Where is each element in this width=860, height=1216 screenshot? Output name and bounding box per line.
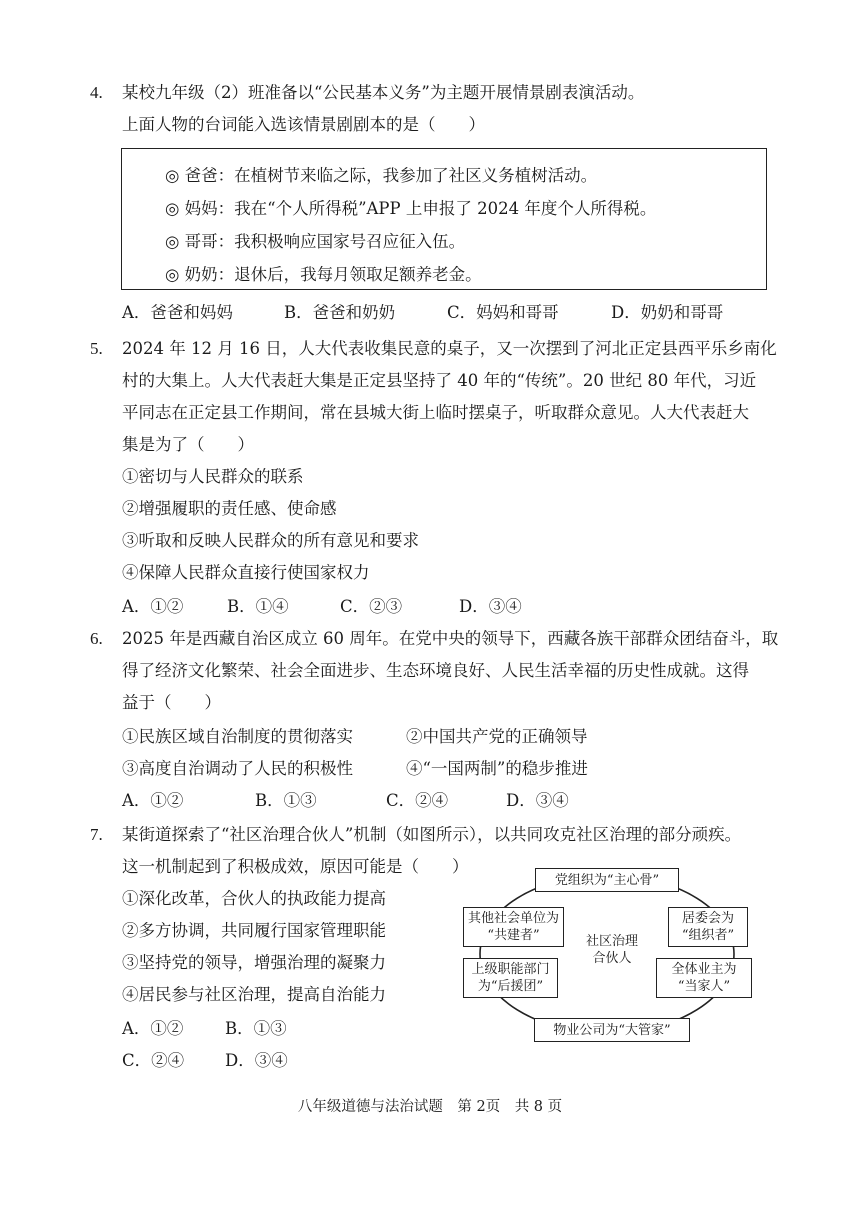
q7-stem-line1: 某街道探索了“社区治理合伙人”机制（如图所示），以共同攻克社区治理的部分顽疾。 bbox=[122, 825, 742, 844]
q6-statement-4: ④“一国两制”的稳步推进 bbox=[406, 759, 588, 778]
q6-option-c: C．②④ bbox=[386, 791, 449, 810]
q4-stem-line1: 某校九年级（2）班准备以“公民基本义务”为主题开展情景剧表演活动。 bbox=[122, 83, 645, 102]
q5-stem-line1: 2024 年 12 月 16 日，人大代表收集民意的桌子，又一次摆到了河北正定县西平乐乡南化 bbox=[122, 339, 777, 358]
diagram-center-label: 社区治理 合伙人 bbox=[585, 934, 638, 966]
q7-option-b: B．①③ bbox=[225, 1019, 287, 1038]
q7-statement-4: ④居民参与社区治理，提高自治能力 bbox=[122, 985, 386, 1004]
diagram-node-top: 党组织为“主心骨” bbox=[535, 868, 679, 892]
diagram-node-right-upper: 居委会为 “组织者” bbox=[668, 907, 748, 947]
q4-box-line-1: ◎ 爸爸：在植树节来临之际，我参加了社区义务植树活动。 bbox=[165, 166, 598, 185]
q7-statement-1: ①深化改革，合伙人的执政能力提高 bbox=[122, 889, 386, 908]
q5-number: 5. bbox=[90, 339, 103, 358]
q7-diagram bbox=[460, 862, 756, 1048]
q7-stem-line2: 这一机制起到了积极成效，原因可能是（ ） bbox=[122, 857, 469, 876]
q5-stem-line2: 村的大集上。人大代表赶大集是正定县坚持了 40 年的“传统”。20 世纪 80 年代，习近 bbox=[122, 371, 757, 390]
q6-statement-1: ①民族区域自治制度的贯彻落实 bbox=[122, 727, 353, 746]
q6-stem-line2: 得了经济文化繁荣、社会全面进步、生态环境良好、人民生活幸福的历史性成就。这得 bbox=[122, 661, 749, 680]
q4-box-line-3: ◎ 哥哥：我积极响应国家号召应征入伍。 bbox=[165, 232, 466, 251]
q5-statement-1: ①密切与人民群众的联系 bbox=[122, 467, 304, 486]
q5-statement-2: ②增强履职的责任感、使命感 bbox=[122, 499, 337, 518]
q4-box-line-4: ◎ 奶奶：退休后，我每月领取足额养老金。 bbox=[165, 265, 482, 284]
q6-number: 6. bbox=[90, 629, 103, 648]
q5-statement-4: ④保障人民群众直接行使国家权力 bbox=[122, 563, 370, 582]
q5-option-d: D．③④ bbox=[459, 597, 522, 616]
q5-statement-3: ③听取和反映人民群众的所有意见和要求 bbox=[122, 531, 419, 550]
q5-stem-line3: 平同志在正定县工作期间，常在县城大街上临时摆桌子，听取群众意见。人大代表赶大 bbox=[122, 403, 749, 422]
q6-statement-2: ②中国共产党的正确领导 bbox=[406, 727, 588, 746]
q5-stem-line4: 集是为了（ ） bbox=[122, 435, 254, 454]
q7-number: 7. bbox=[90, 825, 103, 844]
q7-option-c: C．②④ bbox=[122, 1051, 185, 1070]
q4-box-line-2: ◎ 妈妈：我在“个人所得税”APP 上申报了 2024 年度个人所得税。 bbox=[165, 199, 657, 218]
page-footer: 八年级道德与法治试题 第 2页 共 8 页 bbox=[297, 1099, 563, 1115]
q6-stem-line1: 2025 年是西藏自治区成立 60 周年。在党中央的领导下，西藏各族干部群众团结奋斗，取 bbox=[122, 629, 779, 648]
q6-option-a: A．①② bbox=[122, 791, 184, 810]
q6-statement-3: ③高度自治调动了人民的积极性 bbox=[122, 759, 353, 778]
q6-stem-line3: 益于（ ） bbox=[122, 693, 221, 712]
q5-option-c: C．②③ bbox=[340, 597, 403, 616]
q7-option-d: D．③④ bbox=[225, 1051, 288, 1070]
q4-option-c: C．妈妈和哥哥 bbox=[447, 303, 559, 322]
q4-option-d: D．奶奶和哥哥 bbox=[611, 303, 724, 322]
diagram-node-left-lower: 上级职能部门 为“后援团” bbox=[463, 958, 558, 998]
diagram-node-bottom: 物业公司为“大管家” bbox=[534, 1018, 690, 1042]
q5-option-a: A．①② bbox=[122, 597, 184, 616]
q4-stem-line2: 上面人物的台词能入选该情景剧剧本的是（ ） bbox=[122, 115, 485, 134]
q5-option-b: B．①④ bbox=[227, 597, 289, 616]
q6-option-d: D．③④ bbox=[506, 791, 569, 810]
diagram-node-left-upper: 其他社会单位为 “共建者” bbox=[463, 907, 564, 947]
diagram-node-right-lower: 全体业主为 “当家人” bbox=[656, 958, 752, 998]
q7-option-a: A．①② bbox=[122, 1019, 184, 1038]
q4-option-b: B．爸爸和奶奶 bbox=[284, 303, 396, 322]
q6-option-b: B．①③ bbox=[255, 791, 317, 810]
q7-statement-3: ③坚持党的领导，增强治理的凝聚力 bbox=[122, 953, 386, 972]
q7-statement-2: ②多方协调，共同履行国家管理职能 bbox=[122, 921, 386, 940]
q4-number: 4. bbox=[90, 83, 103, 102]
q4-option-a: A．爸爸和妈妈 bbox=[122, 303, 233, 322]
